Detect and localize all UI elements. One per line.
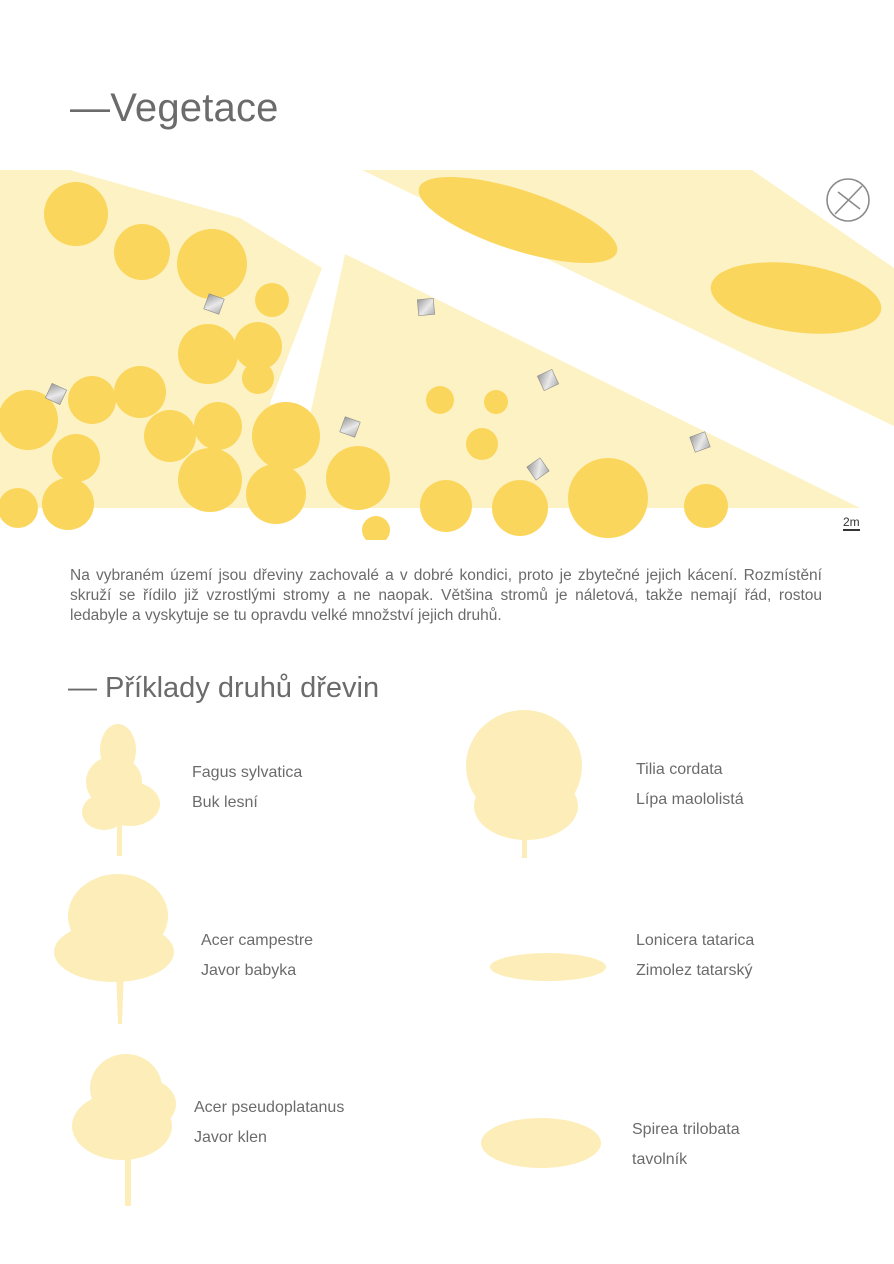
spirea-silhouette: [476, 1110, 606, 1172]
species-acer-pseudoplatanus: [194, 1093, 344, 1153]
concrete-ring: [417, 298, 434, 315]
species-local-name: Javor babyka: [201, 962, 297, 979]
tree-canopy: [255, 283, 289, 317]
species-latin-name: Lonicera tatarica: [636, 932, 755, 949]
tree-canopy: [44, 182, 108, 246]
tree-canopy: [178, 324, 238, 384]
species-latin-name: Tilia cordata: [636, 761, 723, 778]
species-latin-name: Acer campestre: [201, 932, 314, 949]
north-arrow-icon: [827, 179, 869, 221]
acer-pseudoplatanus-silhouette: [66, 1048, 182, 1210]
site-plan: [0, 168, 894, 540]
tree-canopy: [684, 484, 728, 528]
tree-canopy: [42, 478, 94, 530]
species-local-name: Javor klen: [194, 1129, 267, 1146]
tree-canopy: [362, 516, 390, 540]
species-fagus: [192, 758, 302, 818]
species-latin-name: Spirea trilobata: [632, 1121, 740, 1138]
tree-canopy: [420, 480, 472, 532]
tree-canopy: [492, 480, 548, 536]
species-local-name: Lípa maololistá: [636, 791, 744, 808]
tree-canopy: [114, 366, 166, 418]
page-title: —Vegetace: [70, 86, 279, 130]
species-lonicera: [636, 926, 754, 986]
tree-canopy: [52, 434, 100, 482]
species-local-name: Buk lesní: [192, 794, 258, 811]
tree-canopy: [484, 390, 508, 414]
species-latin-name: Acer pseudoplatanus: [194, 1099, 345, 1116]
tree-canopy: [242, 362, 274, 394]
tree-canopy: [326, 446, 390, 510]
species-spirea: [632, 1115, 740, 1175]
description-paragraph: Na vybraném území jsou dřeviny zachovalé a v dobré kondici, proto je zbytečné jejich kácení. Rozmístění skruží se řídilo již vzrostlými stromy a ne naopak. Většina stromů je náletová, takže nemají řád, rostou ledabyle a vyskytuje se tu opravdu velké množství jejich druhů.: [70, 567, 822, 624]
tree-canopy: [426, 386, 454, 414]
scale-label: 2m: [843, 515, 860, 529]
fagus-silhouette: [70, 720, 170, 860]
acer-campestre-silhouette: [52, 866, 184, 1028]
tree-canopy: [466, 428, 498, 460]
tree-canopy: [568, 458, 648, 538]
tree-canopy: [177, 229, 247, 299]
tree-canopy: [252, 402, 320, 470]
tree-canopy: [144, 410, 196, 462]
tree-canopy: [194, 402, 242, 450]
species-local-name: Zimolez tatarský: [636, 962, 753, 979]
species-tilia: [636, 755, 744, 815]
species-section-title: — Příklady druhů dřevin: [68, 672, 380, 704]
species-acer-campestre: [201, 926, 313, 986]
species-latin-name: Fagus sylvatica: [192, 764, 303, 781]
tree-canopy: [178, 448, 242, 512]
tree-canopy: [246, 464, 306, 524]
lonicera-silhouette: [486, 946, 610, 986]
tree-canopy: [68, 376, 116, 424]
species-local-name: tavolník: [632, 1151, 688, 1168]
tree-canopy: [114, 224, 170, 280]
tilia-silhouette: [460, 706, 595, 861]
